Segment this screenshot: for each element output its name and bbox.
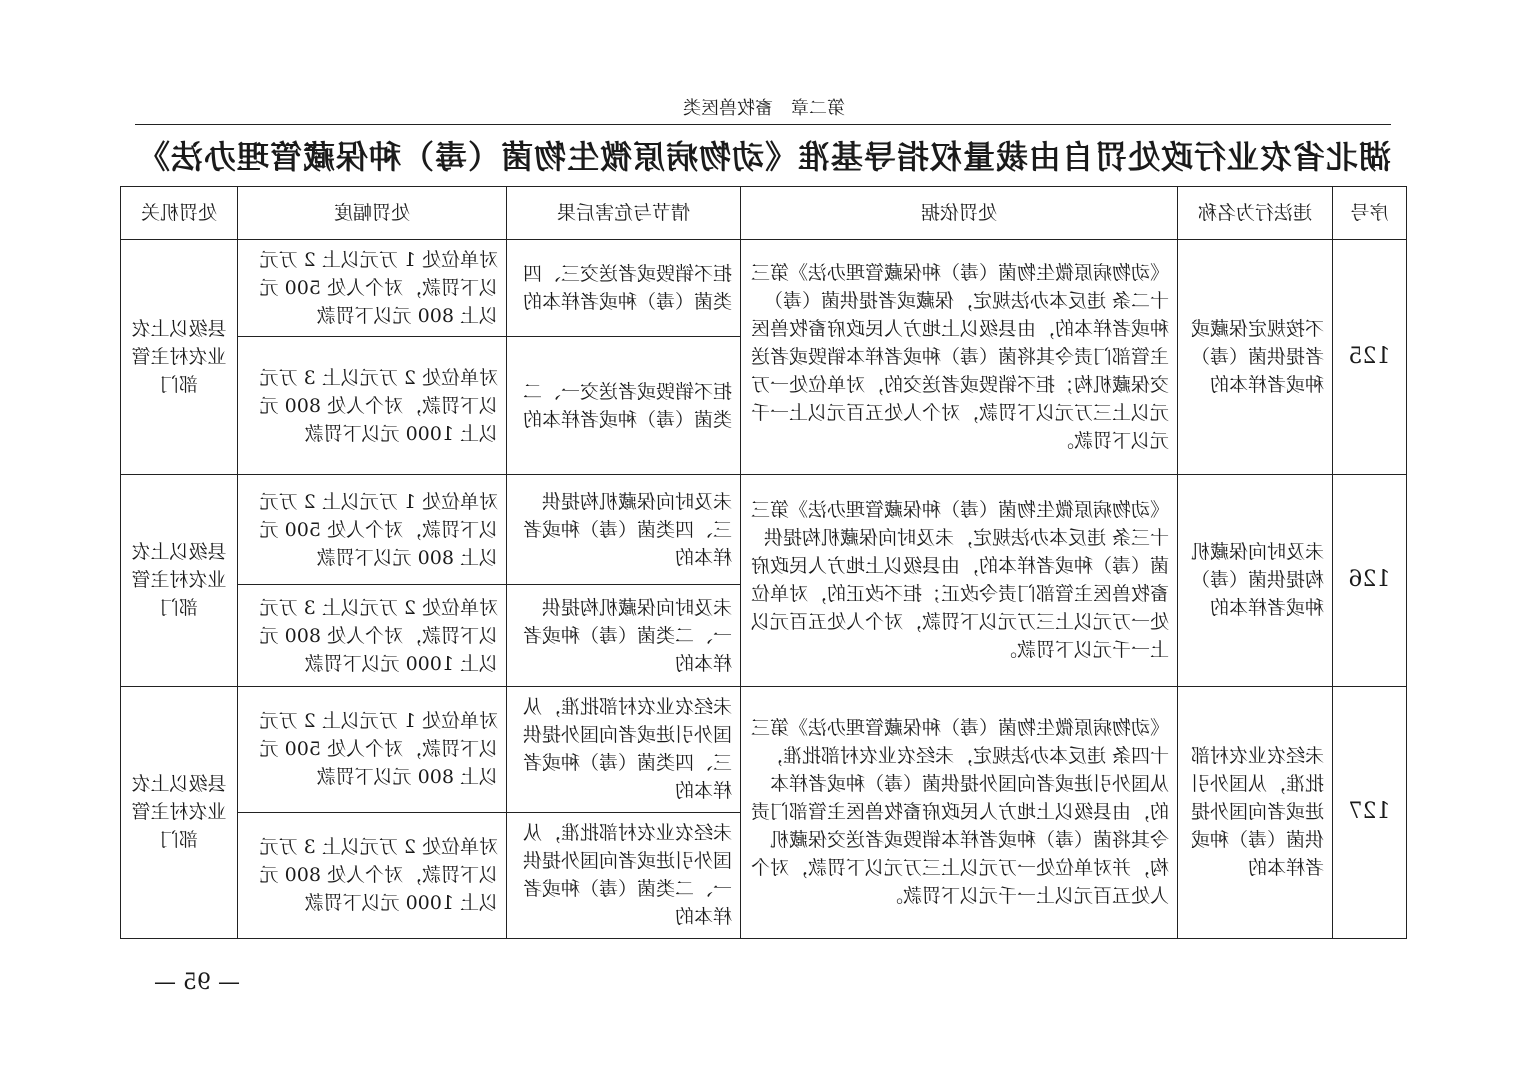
row-circumstance: 未及时向保藏机构提供一、二类菌（毒）种或者样本的 — [507, 585, 741, 686]
header-circumstance: 情节与危害后果 — [507, 187, 741, 240]
row-violation-name: 不按规定保藏或者提供菌（毒）种或者样本的 — [1178, 240, 1333, 475]
row-violation-name: 未及时向保藏机构提供菌（毒）种或者样本的 — [1178, 475, 1333, 686]
row-circumstance: 拒不销毁或者送交三、四类菌（毒）种或者样本的 — [507, 240, 741, 337]
row-circumstance: 未经农业农村部批准，从国外引进或者向国外提供三、四类菌（毒）种或者样本的 — [507, 686, 741, 812]
row-seq: 126 — [1333, 475, 1407, 686]
page-title: 湖北省农业行政处罚自由裁量权指导基准《动物病原微生物菌（毒）种保藏管理办法》 — [137, 138, 1392, 176]
row-penalty-range: 对单位处 1 万元以上 2 万元以下罚款，对个人处 500 元以上 800 元以下罚款 — [238, 475, 507, 585]
row-penalty-range: 对单位处 2 万元以上 3 万元以下罚款，对个人处 800 元以上 1000 元以下罚款 — [238, 337, 507, 475]
header-penalty-range: 处罚幅度 — [238, 187, 507, 240]
header-violation-name: 违法行为名称 — [1178, 187, 1333, 240]
table-header-row — [121, 187, 1407, 240]
row-circumstance: 未及时向保藏机构提供三、四类菌（毒）种或者样本的 — [507, 475, 741, 585]
table-row — [121, 475, 1407, 585]
chapter-header: 第二章 畜牧兽医类 — [683, 98, 845, 119]
row-authority: 县级以上农业农村主管部门 — [121, 686, 238, 938]
row-seq: 125 — [1333, 240, 1407, 475]
row-basis: 《动物病原微生物菌（毒）种保藏管理办法》第三十三条 违反本办法规定，未及时向保藏机构提供菌（毒）种或者样本的，由县级以上地方人民政府畜牧兽医主管部门责令改正；拒不改正的，对单位处一万元以上三万元以下罚款，对个人处五百元以上一千元以下罚款。 — [741, 475, 1178, 686]
row-penalty-range: 对单位处 2 万元以上 3 万元以下罚款，对个人处 800 元以上 1000 元以下罚款 — [238, 585, 507, 686]
header-rule — [135, 124, 1391, 125]
row-circumstance: 未经农业农村部批准，从国外引进或者向国外提供一、二类菌（毒）种或者样本的 — [507, 812, 741, 938]
header-authority: 处罚机关 — [121, 187, 238, 240]
row-authority: 县级以上农业农村主管部门 — [121, 240, 238, 475]
row-violation-name: 未经农业农村部批准，从国外引进或者向国外提供菌（毒）种或者样本的 — [1178, 686, 1333, 938]
row-basis: 《动物病原微生物菌（毒）种保藏管理办法》第三十二条 违反本办法规定，保藏或者提供菌（毒）种或者样本的，由县级以上地方人民政府畜牧兽医主管部门责令其将菌（毒）种或者样本销毁或者送交保藏机构；拒不销毁或者送交的，对单位处一万元以上三万元以下罚款，对个人处五百元以上一千元以下罚款。 — [741, 240, 1178, 475]
row-basis: 《动物病原微生物菌（毒）种保藏管理办法》第三十四条 违反本办法规定，未经农业农村部批准，从国外引进或者向国外提供菌（毒）种或者样本的，由县级以上地方人民政府畜牧兽医主管部门责令其将菌（毒）种或者样本销毁或者送交保藏机构，并对单位处一万元以上三万元以下罚款，对个人处五百元以上一千元以下罚款。 — [741, 686, 1178, 938]
row-authority: 县级以上农业农村主管部门 — [121, 475, 238, 686]
header-basis: 处罚依据 — [741, 187, 1178, 240]
table-row — [121, 240, 1407, 337]
row-penalty-range: 对单位处 1 万元以上 2 万元以下罚款，对个人处 500 元以上 800 元以下罚款 — [238, 686, 507, 812]
row-circumstance: 拒不销毁或者送交一、二类菌（毒）种或者样本的 — [507, 337, 741, 475]
row-penalty-range: 对单位处 1 万元以上 2 万元以下罚款，对个人处 500 元以上 800 元以下罚款 — [238, 240, 507, 337]
page-number: — 95 — — [154, 970, 240, 995]
row-penalty-range: 对单位处 2 万元以上 3 万元以下罚款，对个人处 800 元以上 1000 元以下罚款 — [238, 812, 507, 938]
row-seq: 127 — [1333, 686, 1407, 938]
header-seq: 序号 — [1333, 187, 1407, 240]
penalty-table — [120, 186, 1407, 939]
table-row — [121, 686, 1407, 812]
